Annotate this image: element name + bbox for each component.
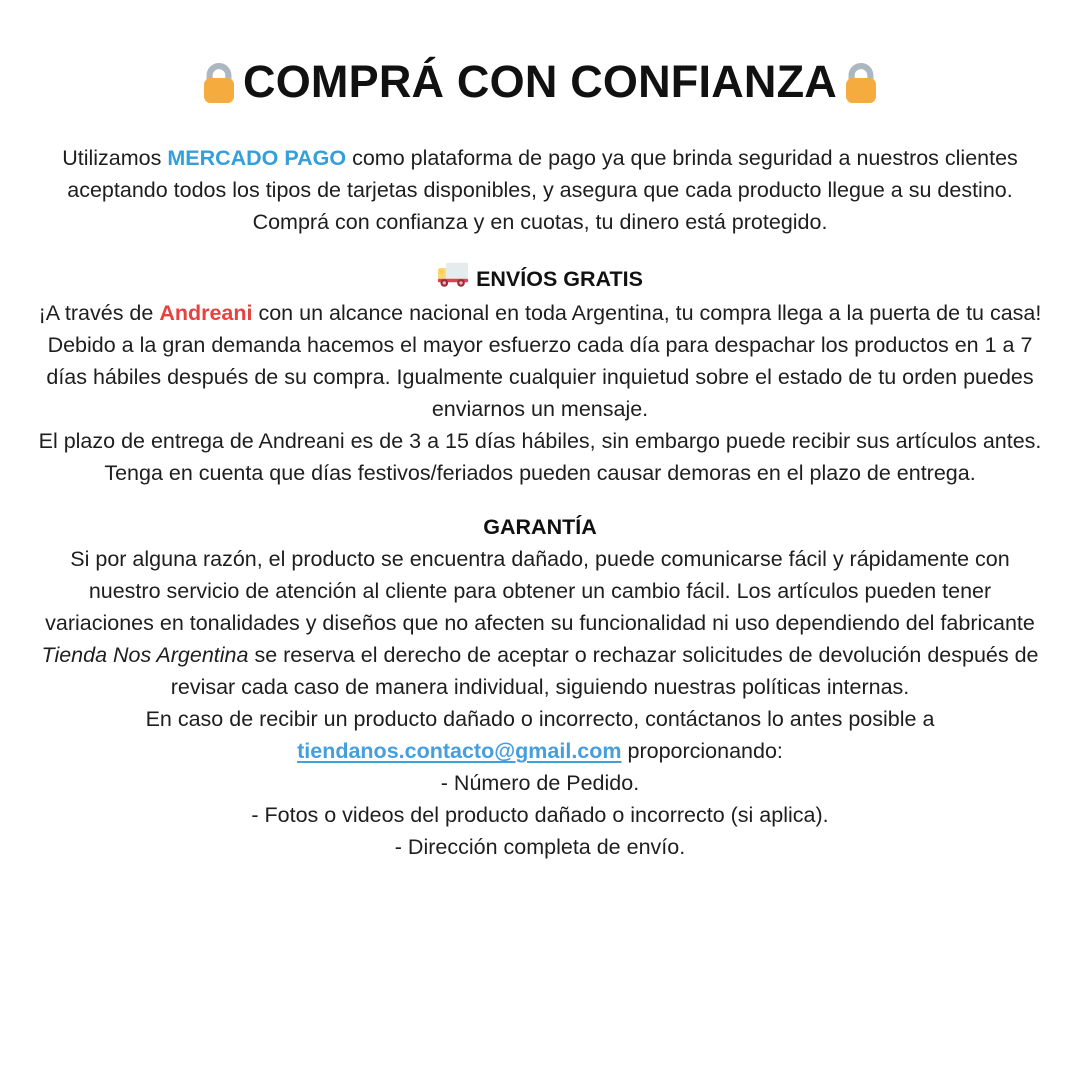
- list-item-shipping-address: - Dirección completa de envío.: [394, 835, 686, 859]
- store-name: Tienda Nos Argentina: [41, 643, 249, 667]
- delivery-time-paragraph: El plazo de entrega de Andreani es de 3 a 15 días hábiles, sin embargo puede recibir sus artículos antes. Tenga en cuenta que días festivos/feriados pueden causar demoras en el plazo de entrega.: [38, 429, 1042, 485]
- payment-section: [36, 142, 1044, 238]
- returns-policy-paragraph: [36, 639, 1044, 703]
- required-info-list: [36, 767, 1044, 863]
- contact-text-segment: proporcionando:: [621, 739, 783, 763]
- shipping-paragraph: [36, 297, 1044, 425]
- contact-email-link[interactable]: tiendanos.contacto@gmail.com: [297, 739, 622, 763]
- shipping-heading: [36, 260, 1044, 297]
- payment-text-segment: como plataforma de pago ya que brinda seguridad a nuestros clientes aceptando todos los tipos de tarjetas disponibles, y asegura que cada producto llegue a su destino.: [67, 146, 1018, 202]
- lock-icon: [841, 60, 881, 105]
- contact-paragraph: [36, 703, 1044, 767]
- lock-icon: [199, 60, 239, 105]
- shipping-heading-label: ENVÍOS GRATIS: [476, 266, 643, 291]
- payment-text-segment: Utilizamos: [62, 146, 168, 170]
- returns-text-segment: se reserva el derecho de aceptar o rechazar solicitudes de devolución después de revisar cada caso de manera individual, siguiendo nuestras políticas internas.: [170, 643, 1039, 699]
- list-item-photos-videos: - Fotos o videos del producto dañado o incorrecto (si aplica).: [251, 803, 829, 827]
- warranty-paragraph: Si por alguna razón, el producto se encuentra dañado, puede comunicarse fácil y rápidamente con nuestro servicio de atención al cliente para obtener un cambio fácil. Los artículos pueden tener variaciones en tonalidades y diseños que no afecten su funcionalidad ni uso dependiendo del fabricante: [45, 547, 1035, 635]
- payment-paragraph: [36, 142, 1044, 206]
- warranty-section: [36, 511, 1044, 863]
- shipping-text-segment: ¡A través de: [38, 301, 160, 325]
- contact-text-segment: En caso de recibir un producto dañado o incorrecto, contáctanos lo antes posible a: [145, 707, 935, 731]
- mercado-pago-brand: MERCADO PAGO: [167, 146, 347, 170]
- payment-protection-line: Comprá con confianza y en cuotas, tu dinero está protegido.: [252, 210, 828, 234]
- page-header: [36, 56, 1044, 108]
- delivery-truck-icon: [437, 260, 469, 297]
- shipping-section: [36, 260, 1044, 489]
- andreani-brand: Andreani: [159, 301, 253, 325]
- page-title: COMPRÁ CON CONFIANZA: [243, 56, 837, 107]
- shipping-text-segment: con un alcance nacional en toda Argentina, tu compra llega a la puerta de tu casa! Debido a la gran demanda hacemos el mayor esfuerzo cada día para despachar los productos en 1 a 7 días hábiles después de su compra. Igualmente cualquier inquietud sobre el estado de tu orden puedes enviarnos un mensaje.: [46, 301, 1042, 421]
- warranty-heading-label: GARANTÍA: [483, 515, 597, 539]
- list-item-order-number: - Número de Pedido.: [440, 771, 640, 795]
- warranty-heading: [36, 511, 1044, 543]
